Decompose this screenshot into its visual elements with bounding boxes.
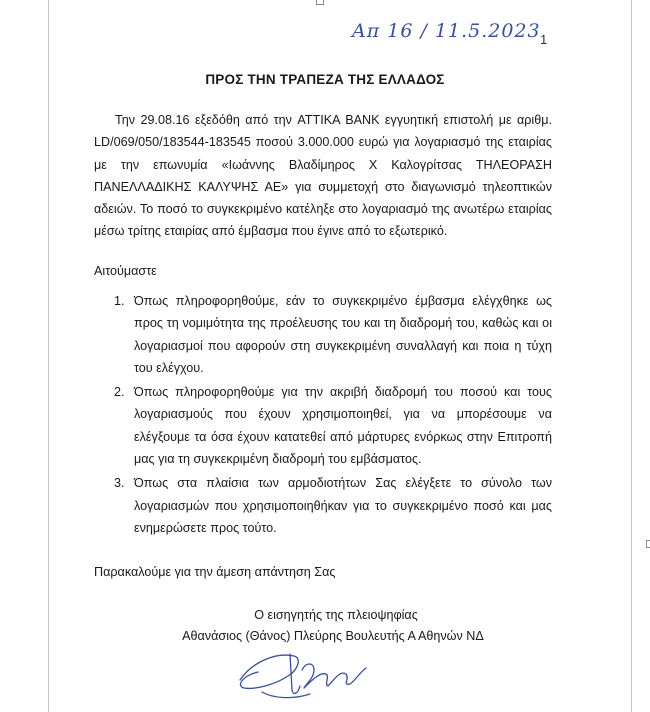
list-item (114, 290, 552, 379)
list-item (114, 472, 552, 539)
list-item-number: 1. (114, 294, 125, 308)
document-title: ΠΡΟΣ ΤΗΝ ΤΡΑΠΕΖΑ ΤΗΣ ΕΛΛΑΔΟΣ (205, 72, 445, 87)
list-item-number: 3. (114, 476, 125, 491)
crop-mark (316, 0, 324, 5)
signatory-name: Αθανάσιος (Θάνος) Πλεύρης Βουλευτής Α Αθηνών ΝΔ (182, 629, 484, 643)
request-list (114, 290, 552, 541)
list-item-text: Όπως στα πλαίσια των αρμοδιοτήτων Σας ελέγξετε το σύνολο των λογαριασμών που χρησιμοποιηθήκαν για το συγκεκριμένο ποσό και μας ενημερώσετε προς τούτο. (134, 476, 552, 535)
page-number: 1 (540, 32, 548, 47)
handwritten-protocol-number: Απ 16 / 11.5.2023 (352, 20, 541, 42)
crop-mark (646, 540, 650, 548)
list-item-text: Όπως πληροφορηθούμε, εάν το συγκεκριμένο έμβασμα ελέγχθηκε ως προς τη νομιμότητα της προέλευσης του και τη διαδρομή του, καθώς και οι λογαριασμοί που αφορούν στη συγκεκριμένη συναλλαγή και ποια η τύχη του ελέγχου. (134, 294, 552, 375)
body-paragraph: Την 29.08.16 εξεδόθη από την ATTIKA BANK εγγυητική επιστολή με αριθμ. LD/069/050/183544-183545 ποσού 3.000.000 ευρώ για λογαριασμό της εταιρίας με την επωνυμία «Ιωάννης Βλαδίμηρος Χ Καλογρίτσας ΤΗΛΕΟΡΑΣΗ ΠΑΝΕΛΛΑΔΙΚΗΣ ΚΑΛΥΨΗΣ ΑΕ» για συμμετοχή στο διαγωνισμό τηλεοπτικών αδειών. Το ποσό το συγκεκριμένο κατέληξε στο λογαριασμό της ανωτέρω εταιρίας μέσω τρίτης εταιρίας από έμβασμα που έγινε από το εξωτερικό. (94, 113, 552, 239)
handwritten-signature (232, 640, 382, 704)
list-item (114, 381, 552, 470)
closing-line: Παρακαλούμε για την άμεση απάντηση Σας (94, 565, 336, 579)
request-label: Αιτούμαστε (94, 264, 157, 278)
list-item-text: Όπως πληροφορηθούμε για την ακριβή διαδρομή του ποσού και τους λογαριασμούς που έχουν χρησιμοποιηθεί, για να μπορέσουμε να ελέγξουμε τα όσα έχουν κατατεθεί από μάρτυρες ενόρκως στην Επιτροπή μας για τη συγκεκριμένη διαδρομή του εμβάσματος. (134, 385, 552, 467)
signatory-role: Ο εισηγητής της πλειοψηφίας (254, 608, 418, 622)
list-item-number: 2. (114, 385, 125, 400)
